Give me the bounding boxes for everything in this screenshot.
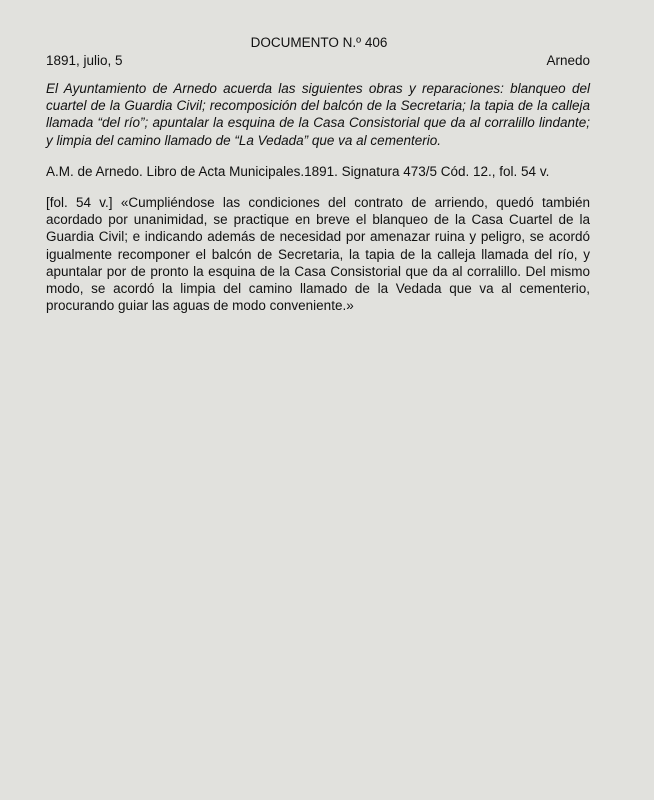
document-page: [46, 34, 590, 314]
document-summary: El Ayuntamiento de Arnedo acuerda las siguientes obras y reparaciones: blanqueo del cuartel de la Guardia Civil; recomposición del balcón de la Secretaria; la tapia de la calleja llamada “del río”; apuntalar la esquina de la Casa Consistorial que da al corralillo lindante; y limpia del camino llamado de “La Vedada” que va al cementerio.: [46, 81, 590, 148]
document-title: DOCUMENTO N.º 406: [250, 35, 388, 50]
document-place: Arnedo: [546, 53, 590, 68]
document-body: [fol. 54 v.] «Cumpliéndose las condiciones del contrato de arriendo, quedó también acordado por unanimidad, se practique en breve el blanqueo de la Casa Cuartel de la Guardia Civil; e indicando además de necesidad por amenazar ruina y peligro, se acordó igualmente recomponer el balcón de Secretaria, la tapia de la calleja llamada del río, y apuntalar por de pronto la esquina de la Casa Consistorial que da al corralillo. Del mismo modo, se acordó la limpia del camino llamado de la Vedada que va al cementerio, procurando guiar las aguas de modo conveniente.»: [46, 195, 590, 314]
date-place-row: [46, 52, 590, 70]
document-date: 1891, julio, 5: [46, 53, 123, 68]
document-source: A.M. de Arnedo. Libro de Acta Municipales.1891. Signatura 473/5 Cód. 12., fol. 54 v.: [46, 163, 550, 179]
